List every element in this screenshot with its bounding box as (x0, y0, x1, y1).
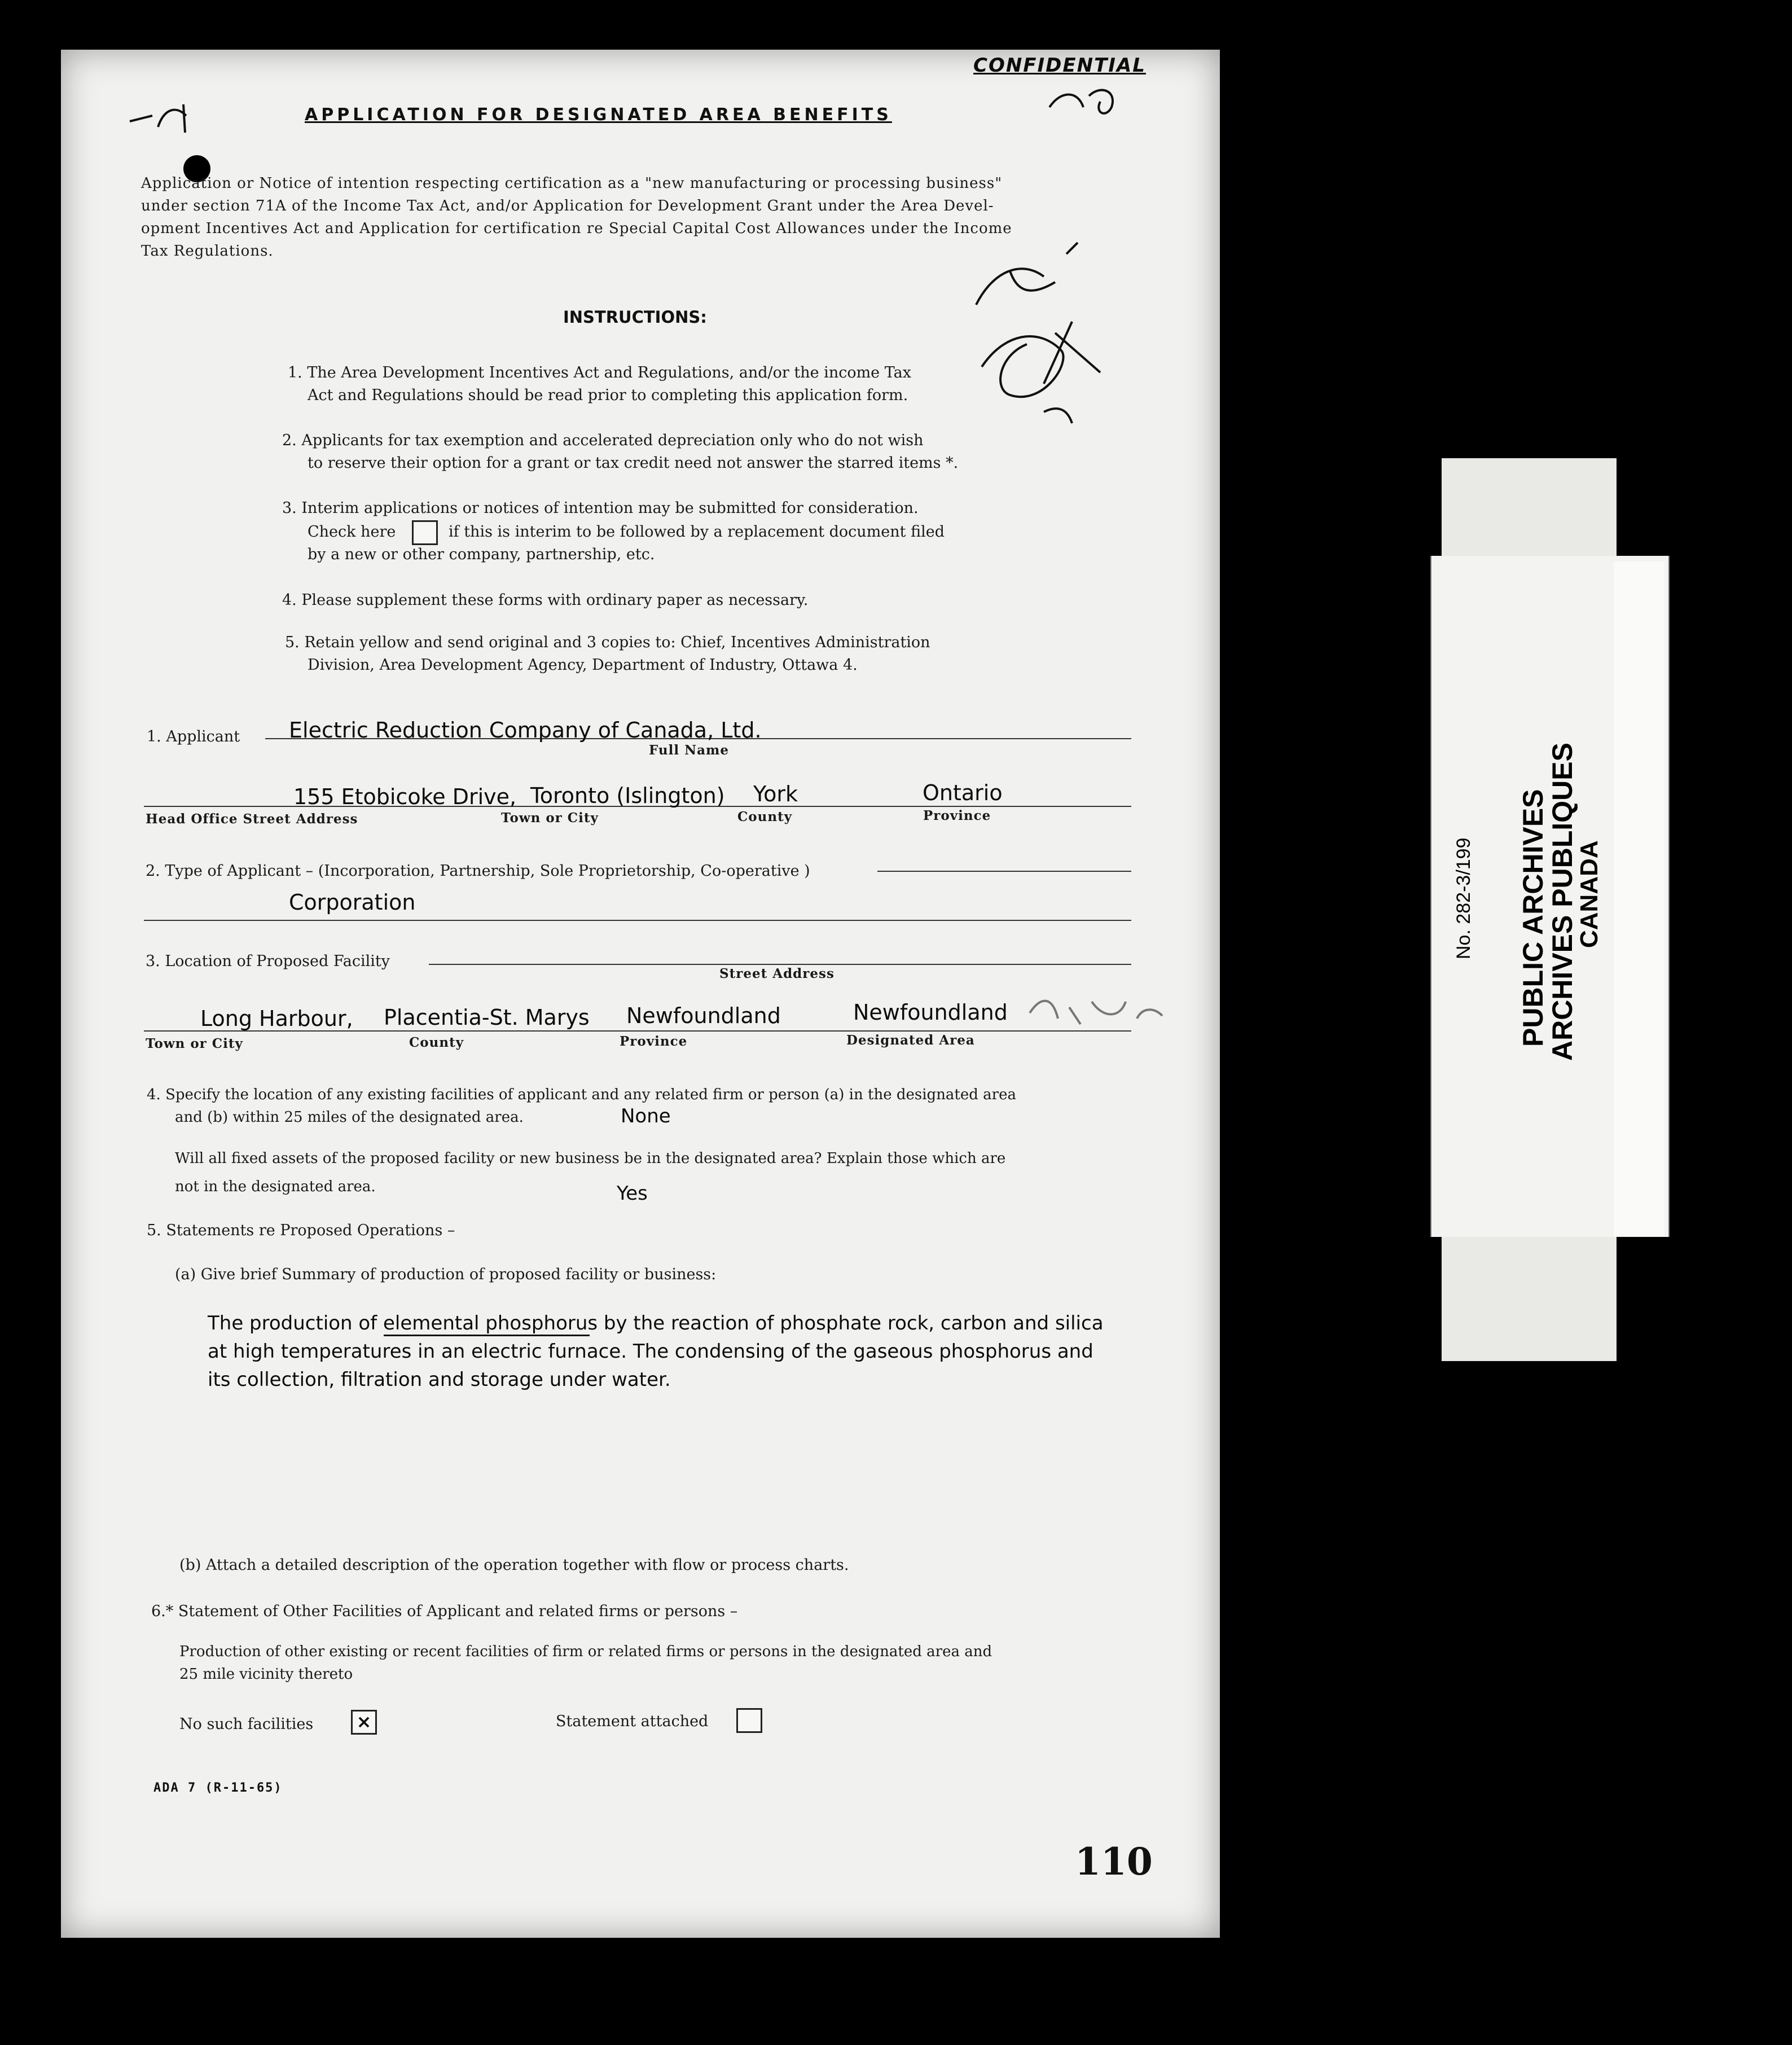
checkbox-x-mark: × (356, 1711, 372, 1732)
applicant-label: 1. Applicant (147, 728, 240, 745)
page-number: 110 (1075, 1840, 1153, 1884)
fixed-assets-question-2: not in the designated area. (175, 1178, 376, 1195)
instruction-1-line-2: Act and Regulations should be read prior to completing this application form. (308, 387, 908, 404)
county-caption: County (737, 809, 793, 824)
designated-area-value[interactable]: Newfoundland (853, 1000, 1008, 1025)
fixed-assets-question-1: Will all fixed assets of the proposed facility or new business be in the designated area? Explain those which are (175, 1150, 1006, 1167)
summary-question: (a) Give brief Summary of production of proposed facility or business: (175, 1266, 717, 1283)
marginal-mark-top (118, 93, 197, 138)
elemental-phosphorus-underline (384, 1335, 590, 1336)
designated-area-caption: Designated Area (846, 1033, 975, 1048)
location-street-caption: Street Address (719, 966, 834, 981)
proposed-operations-label: 5. Statements re Proposed Operations – (147, 1222, 455, 1239)
existing-facilities-question-2: and (b) within 25 miles of the designated area. (175, 1109, 524, 1126)
instruction-4: 4. Please supplement these forms with ordinary paper as necessary. (282, 591, 809, 609)
detailed-description-label: (b) Attach a detailed description of the operation together with flow or process charts. (179, 1556, 849, 1574)
intro-line-3: opment Incentives Act and Application for certification re Special Capital Cost Allowances under the Income (141, 220, 1012, 237)
instruction-5-line-2: Division, Area Development Agency, Department of Industry, Ottawa 4. (308, 656, 858, 674)
form-code: ADA 7 (R-11-65) (153, 1781, 283, 1795)
location-street-line (429, 964, 1131, 965)
full-name-caption: Full Name (649, 743, 730, 758)
location-province-value[interactable]: Newfoundland (626, 1003, 781, 1028)
location-county-caption: County (409, 1035, 464, 1050)
designated-area-handwriting (1024, 985, 1171, 1035)
fixed-assets-answer[interactable]: Yes (617, 1182, 648, 1205)
instruction-2-line-1: 2. Applicants for tax exemption and accelerated depreciation only who do not wish (282, 432, 924, 449)
intro-line-1: Application or Notice of intention respecting certification as a "new manufacturing or processing business" (141, 175, 1003, 192)
intro-line-4: Tax Regulations. (141, 243, 274, 260)
summary-line-2[interactable]: at high temperatures in an electric furnace. The condensing of the gaseous phosphorus and (208, 1340, 1093, 1363)
head-office-province-value[interactable]: Ontario (923, 780, 1003, 805)
instruction-2-line-2: to reserve their option for a grant or tax credit need not answer the starred items *. (308, 454, 959, 472)
confidential-handwriting (1044, 79, 1128, 124)
instruction-3-check-label: Check here (308, 523, 396, 541)
summary-line-3[interactable]: its collection, filtration and storage under water. (208, 1368, 671, 1391)
location-province-caption: Province (620, 1034, 688, 1049)
instruction-3-line-3: by a new or other company, partnership, etc. (308, 546, 655, 563)
existing-facilities-question-1: 4. Specify the location of any existing facilities of applicant and any related firm or person (a) in the designated area (147, 1086, 1016, 1103)
form-title: APPLICATION FOR DESIGNATED AREA BENEFITS (305, 105, 892, 125)
archive-number: No. 282-3/199 (1453, 837, 1474, 959)
interim-checkbox[interactable] (412, 520, 438, 545)
other-facilities-text-2: 25 mile vicinity thereto (179, 1666, 353, 1683)
applicant-name-value[interactable]: Electric Reduction Company of Canada, Ltd. (289, 718, 762, 743)
instruction-5-line-1: 5. Retain yellow and send original and 3 copies to: Chief, Incentives Administration (285, 634, 930, 651)
intro-line-2: under section 71A of the Income Tax Act, and/or Application for Development Grant under the Area Devel- (141, 198, 994, 214)
applicant-type-label: 2. Type of Applicant – (Incorporation, Partnership, Sole Proprietorship, Co-operative ) (146, 862, 810, 880)
instructions-heading: INSTRUCTIONS: (563, 308, 707, 327)
archive-line-1: PUBLIC ARCHIVES (1517, 789, 1549, 1047)
location-town-caption: Town or City (146, 1036, 243, 1051)
no-such-facilities-checkbox[interactable] (351, 1710, 377, 1735)
archive-line-3: CANADA (1575, 840, 1603, 948)
statement-attached-label: Statement attached (556, 1713, 709, 1730)
instruction-1-line-1: 1. The Area Development Incentives Act and Regulations, and/or the income Tax (288, 364, 911, 381)
statement-attached-checkbox[interactable] (736, 1708, 762, 1733)
summary-line-1[interactable]: The production of elemental phosphorus by the reaction of phosphate rock, carbon and silica (208, 1312, 1104, 1335)
province-caption: Province (923, 808, 991, 823)
location-label: 3. Location of Proposed Facility (146, 953, 390, 970)
head-office-county-value[interactable]: York (753, 782, 798, 806)
other-facilities-label: 6.* Statement of Other Facilities of Applicant and related firms or persons – (151, 1603, 738, 1620)
instruction-3-line-2: if this is interim to be followed by a replacement document filed (449, 523, 945, 541)
instruction-3-line-1: 3. Interim applications or notices of intention may be submitted for consideration. (282, 499, 919, 517)
applicant-type-value[interactable]: Corporation (289, 890, 416, 915)
confidential-stamp: CONFIDENTIAL (973, 54, 1146, 77)
other-facilities-text-1: Production of other existing or recent facilities of firm or related firms or persons in the designated area and (179, 1643, 992, 1660)
applicant-type-line-2 (144, 920, 1131, 921)
existing-facilities-answer[interactable]: None (621, 1105, 671, 1127)
no-such-facilities-label: No such facilities (179, 1715, 314, 1733)
street-address-caption: Head Office Street Address (146, 811, 358, 827)
archive-line-2: ARCHIVES PUBLIQUES (1547, 743, 1578, 1061)
location-county-value[interactable]: Placentia-St. Marys (384, 1005, 590, 1030)
initials-signature (959, 237, 1117, 440)
archive-label-tab (1614, 561, 1664, 1236)
head-office-city-value[interactable]: Toronto (Islington) (530, 783, 725, 808)
town-city-caption: Town or City (501, 810, 599, 826)
applicant-type-line-1 (877, 871, 1131, 872)
location-town-value[interactable]: Long Harbour, (200, 1006, 353, 1031)
street-address-value[interactable]: 155 Etobicoke Drive, (293, 784, 517, 809)
